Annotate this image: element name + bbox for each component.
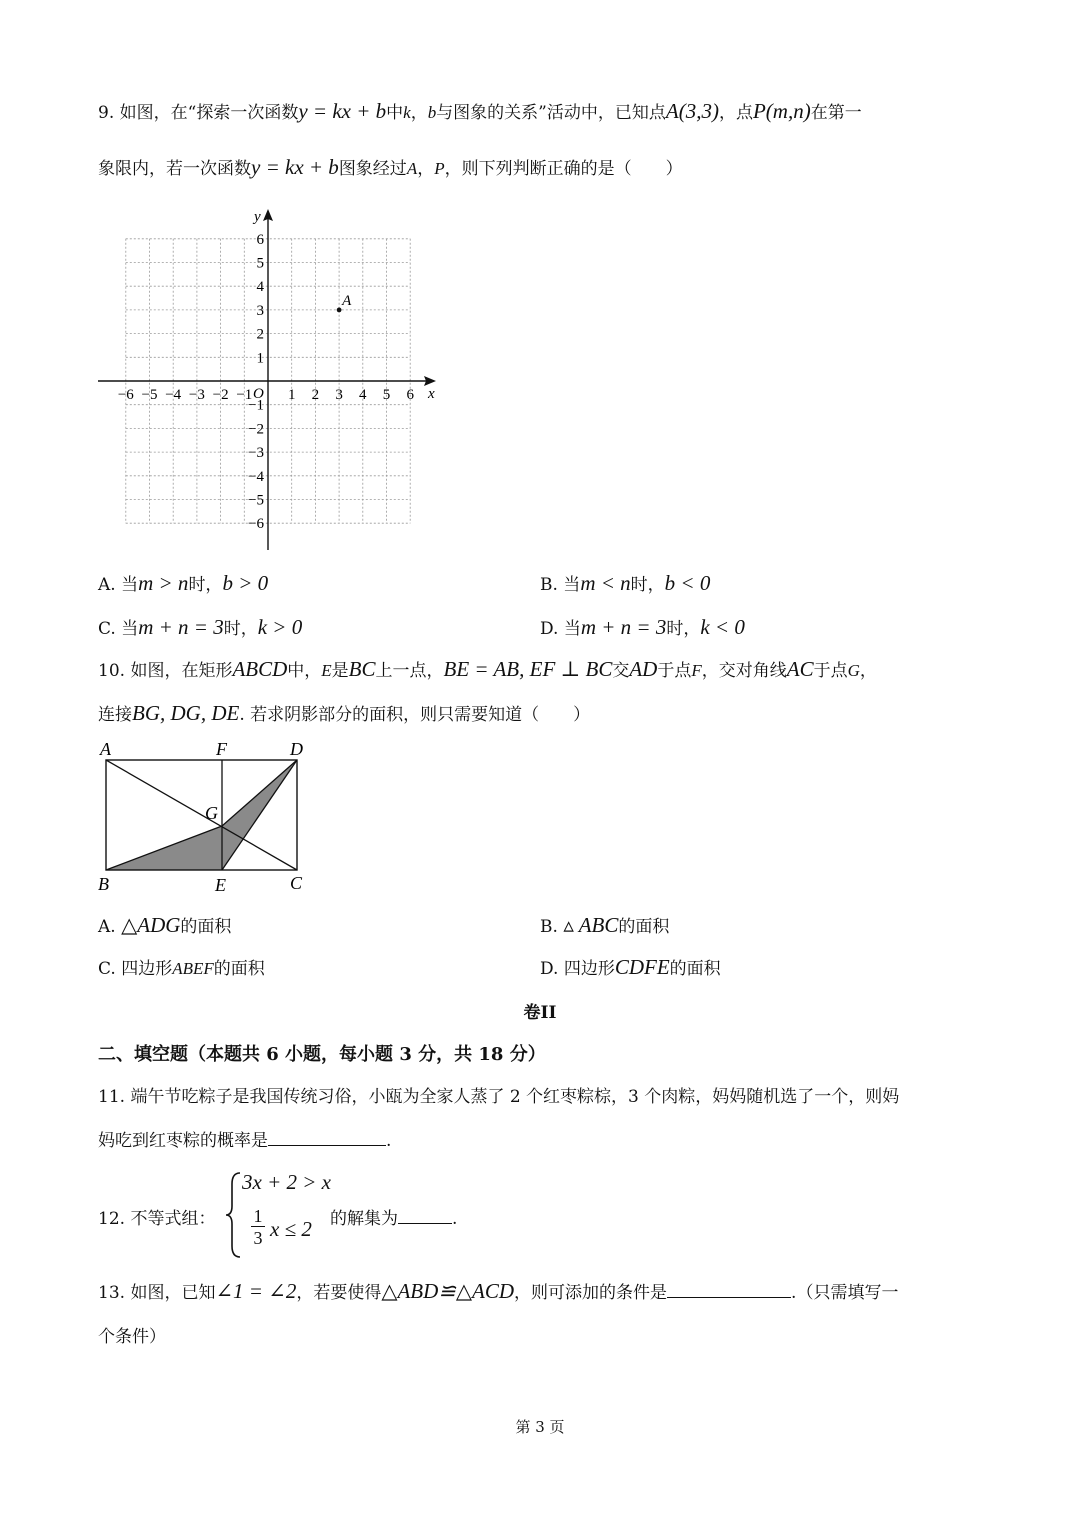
q13-line-2: 个条件） — [98, 1327, 166, 1347]
x-tick-label: 2 — [311, 387, 320, 403]
q9-point-a: A(3,3) — [665, 99, 719, 123]
q12-left-brace — [224, 1170, 244, 1260]
point-a-label: A — [342, 292, 352, 309]
q12-tail: 的解集为 . — [330, 1209, 458, 1229]
label-g: G — [205, 803, 218, 823]
q9-point-p: P(m,n) — [752, 99, 811, 123]
x-tick-label: 6 — [406, 387, 414, 403]
label-b: B — [98, 874, 109, 894]
page-number: 第 3 页 — [515, 1418, 565, 1436]
q12-inequality-2: x ≤ 2 — [270, 1217, 312, 1241]
q10-line-1: 10. 如图，在矩形ABCD中，E是BC上一点，BE = AB, EF ⊥ BC交AD于点F，交对角线AC于点G， — [98, 657, 877, 681]
q9-option-b[interactable]: B. 当m < n时，b < 0 — [540, 571, 711, 595]
y-tick-label: −2 — [248, 421, 264, 438]
x-tick-label: −4 — [165, 387, 182, 403]
q9-text: 9. 如图，在“探索一次函数 — [98, 103, 299, 123]
q12-inequality-1: 3x + 2 > x — [242, 1170, 331, 1194]
y-tick-label: 1 — [256, 350, 264, 367]
label-f: F — [216, 739, 227, 759]
y-tick-label: 6 — [256, 231, 264, 248]
y-tick-label: −5 — [248, 492, 264, 509]
q11-line-2: 妈吃到红枣粽的概率是 . — [98, 1131, 392, 1151]
q10-option-b[interactable]: B. ▵ ABC的面积 — [540, 913, 670, 937]
q13-line-1: 13. 如图，已知∠1 = ∠2，若要使得△ABD≌△ACD，则可添加的条件是 .（只需填写一 — [98, 1279, 899, 1303]
origin-label: O — [253, 386, 264, 402]
x-tick-label: 1 — [287, 387, 296, 403]
q9-equation: y = kx + b — [298, 99, 387, 123]
x-tick-label: 4 — [359, 387, 367, 403]
q9-coordinate-graph — [90, 205, 450, 555]
q12-fraction: 1 3 — [250, 1206, 266, 1249]
q9-line-2: 象限内，若一次函数y = kx + b图象经过A，P，则下列判断正确的是（ ） — [98, 155, 683, 179]
q10-option-a[interactable]: A. △ADG的面积 — [98, 913, 232, 937]
q10-line-2: 连接BG, DG, DE. 若求阴影部分的面积，则只需要知道（ ） — [98, 701, 591, 725]
y-tick-label: 5 — [256, 255, 264, 272]
section-heading: 二、填空题（本题共 6 小题，每小题 3 分，共 18 分） — [98, 1044, 546, 1065]
q9-option-a[interactable]: A. 当m > n时，b > 0 — [98, 571, 269, 595]
x-tick-label: −3 — [188, 387, 205, 403]
y-tick-label: 3 — [256, 302, 264, 319]
y-axis-label: y — [254, 209, 261, 225]
q10-option-c[interactable]: C. 四边形ABEF的面积 — [98, 959, 265, 979]
x-tick-label: −2 — [212, 387, 229, 403]
q11-answer-blank[interactable] — [268, 1144, 386, 1146]
y-tick-label: 2 — [256, 326, 264, 343]
point-a-marker — [337, 308, 342, 313]
x-tick-label: −5 — [141, 387, 158, 403]
q9-option-d[interactable]: D. 当m + n = 3时，k < 0 — [540, 615, 745, 639]
q9-line-1: 9. 如图，在“探索一次函数y = kx + b中k，b与图象的关系”活动中，已知点A(3,3)，点P(m,n)在第一 — [98, 99, 862, 123]
y-tick-label: −3 — [248, 445, 264, 462]
y-tick-label: −4 — [248, 468, 264, 485]
x-tick-label: −6 — [117, 387, 134, 403]
x-axis-label: x — [428, 386, 435, 402]
x-tick-label: 3 — [335, 387, 343, 403]
y-tick-label: 4 — [256, 279, 264, 296]
q12-answer-blank[interactable] — [398, 1222, 452, 1224]
q13-answer-blank[interactable] — [667, 1296, 791, 1298]
q9-option-c[interactable]: C. 当m + n = 3时，k > 0 — [98, 615, 303, 639]
q11-line-1: 11. 端午节吃粽子是我国传统习俗，小瓯为全家人蒸了 2 个红枣粽棕，3 个肉粽，妈妈随机选了一个，则妈 — [98, 1087, 900, 1107]
q10-option-d[interactable]: D. 四边形CDFE的面积 — [540, 955, 721, 979]
x-tick-label: −1 — [236, 387, 253, 403]
q10-rectangle-figure — [90, 736, 320, 898]
label-c: C — [290, 873, 303, 893]
label-e: E — [215, 875, 226, 895]
label-a: A — [100, 739, 111, 759]
volume-heading: 卷II — [523, 1003, 557, 1023]
q12-label: 12. 不等式组： — [98, 1209, 216, 1229]
y-tick-label: −6 — [248, 516, 264, 533]
x-tick-label: 5 — [382, 387, 391, 403]
y-tick-label: −1 — [248, 397, 264, 414]
label-d: D — [290, 739, 303, 759]
